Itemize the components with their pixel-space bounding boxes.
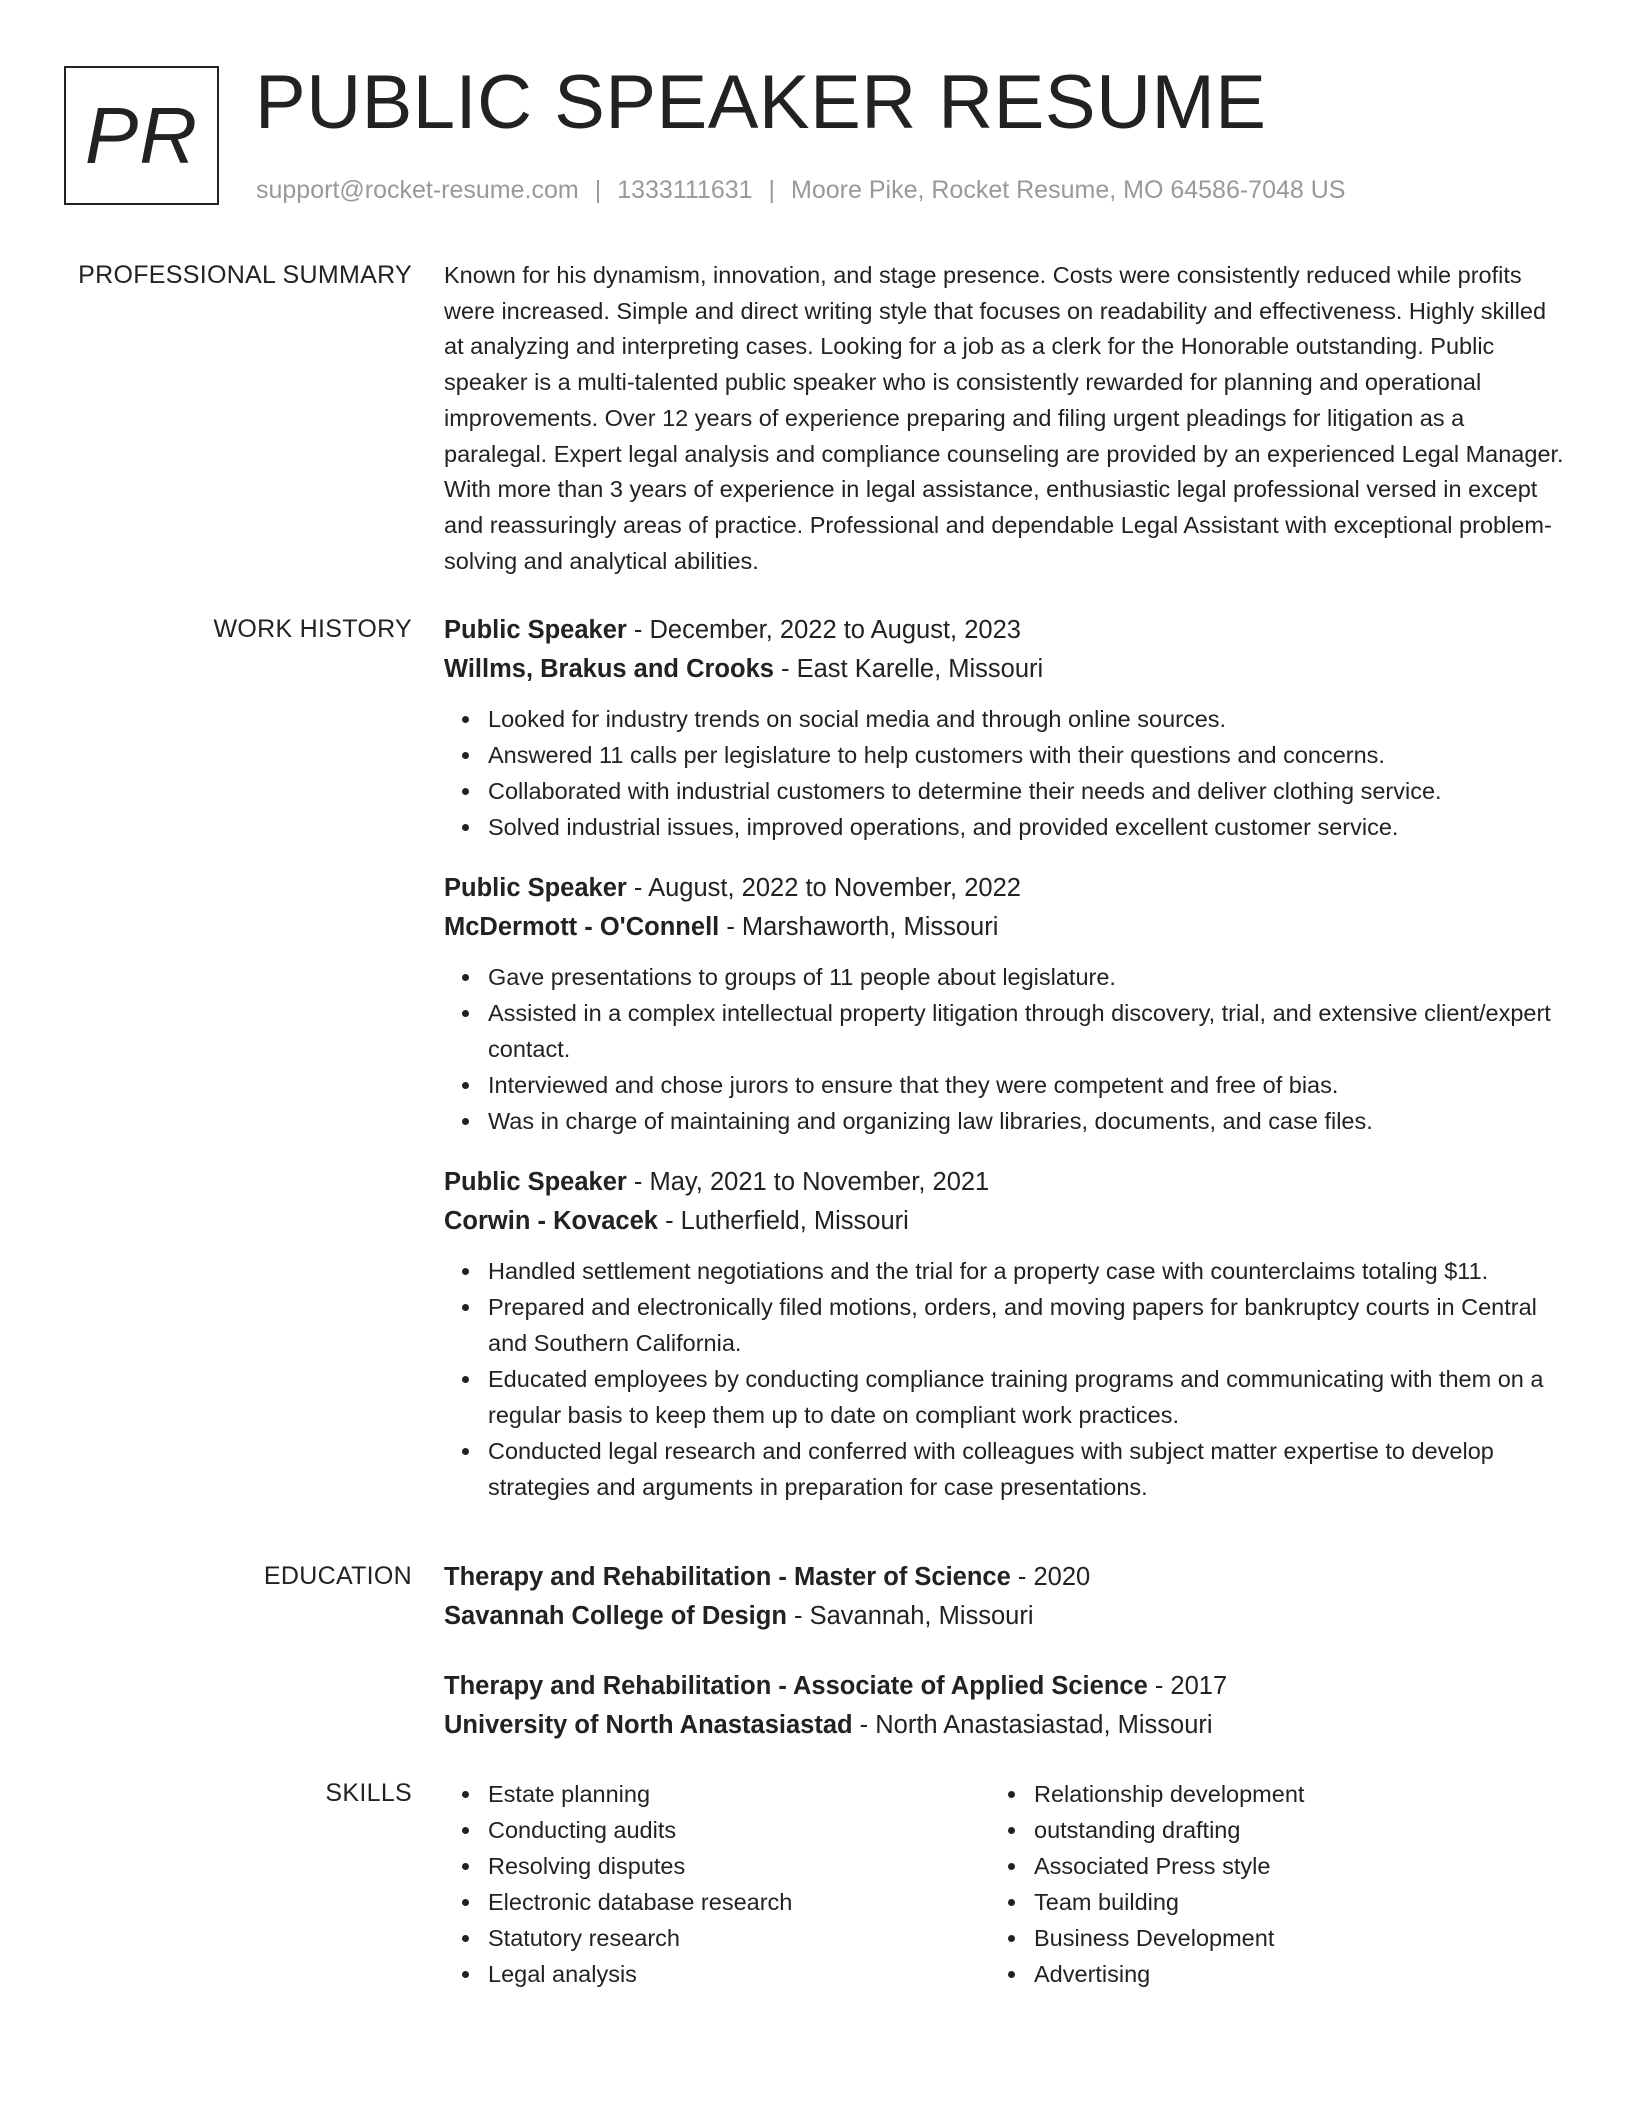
list-item: Handled settlement negotiations and the trial for a property case with counterclaims totaling $11. <box>488 1253 1564 1289</box>
skill-item: Business Development <box>1034 1920 1536 1956</box>
section-label-work-history: WORK HISTORY <box>213 615 412 643</box>
skills-column-right <box>990 1776 1536 1992</box>
job-title-line <box>444 1163 1564 1202</box>
list-item: Looked for industry trends on social media and through online sources. <box>488 701 1564 737</box>
list-item: Gave presentations to groups of 11 people about legislature. <box>488 959 1564 995</box>
skill-item: Conducting audits <box>488 1812 990 1848</box>
list-item: Assisted in a complex intellectual property litigation through discovery, trial, and extensive client/expert contact. <box>488 995 1564 1067</box>
skills-list <box>444 1776 990 1992</box>
skills-column-left <box>444 1776 990 1992</box>
job-dates: - May, 2021 to November, 2021 <box>626 1168 990 1196</box>
summary-text: Known for his dynamism, innovation, and stage presence. Costs were consistently reduced while profits were increased. Simple and direct writing style that focuses on readability and effectiveness. Highly skilled at analyzing and interpreting cases. Looking for a job as a clerk for the Honorable outstanding. Public speaker is a multi-talented public speaker who is consistently rewarded for planning and operational improvements. Over 12 years of experience preparing and filing urgent pleadings for litigation as a paralegal. Expert legal analysis and compliance counseling are provided by an experienced Legal Manager. With more than 3 years of experience in legal assistance, enthusiastic legal professional versed in except and reassuringly areas of practice. Professional and dependable Legal Assistant with exceptional problem-solving and analytical abilities. <box>444 262 1564 574</box>
work-history-body <box>444 611 1564 1529</box>
page-title: PUBLIC SPEAKER RESUME <box>255 60 1267 145</box>
skill-item: Resolving disputes <box>488 1848 990 1884</box>
job-company: Willms, Brakus and Crooks <box>444 655 774 683</box>
list-item: Conducted legal research and conferred with colleagues with subject matter expertise to develop strategies and arguments in preparation for case presentations. <box>488 1433 1564 1505</box>
education-year: - 2020 <box>1010 1563 1091 1591</box>
job-company: Corwin - Kovacek <box>444 1207 658 1235</box>
contact-phone[interactable]: 1333111631 <box>617 176 753 204</box>
list-item: Was in charge of maintaining and organizing law libraries, documents, and case files. <box>488 1103 1564 1139</box>
skill-item: Electronic database research <box>488 1884 990 1920</box>
education-school: University of North Anastasiastad <box>444 1711 853 1739</box>
education-degree-line <box>444 1667 1564 1706</box>
job-entry <box>444 1163 1564 1505</box>
job-company-line <box>444 650 1564 689</box>
summary-body <box>444 258 1564 579</box>
education-degree: Therapy and Rehabilitation - Associate of Applied Science <box>444 1672 1148 1700</box>
skill-item: Legal analysis <box>488 1956 990 1992</box>
skill-item: Team building <box>1034 1884 1536 1920</box>
skills-body <box>444 1776 1564 1992</box>
education-entry <box>444 1667 1564 1745</box>
job-location: - Lutherfield, Missouri <box>657 1207 909 1235</box>
section-label-skills: SKILLS <box>325 1779 412 1807</box>
job-entry <box>444 869 1564 1139</box>
list-item: Interviewed and chose jurors to ensure that they were competent and free of bias. <box>488 1067 1564 1103</box>
job-title: Public Speaker <box>444 874 627 902</box>
contact-separator: | <box>594 176 602 204</box>
contact-line <box>256 174 1345 206</box>
education-degree-line <box>444 1558 1564 1597</box>
skill-item: outstanding drafting <box>1034 1812 1536 1848</box>
education-year: - 2017 <box>1147 1672 1228 1700</box>
education-school: Savannah College of Design <box>444 1602 787 1630</box>
skill-item: Statutory research <box>488 1920 990 1956</box>
monogram-logo: PR <box>64 66 219 205</box>
skill-item: Associated Press style <box>1034 1848 1536 1884</box>
list-item: Answered 11 calls per legislature to help customers with their questions and concerns. <box>488 737 1564 773</box>
job-location: - East Karelle, Missouri <box>773 655 1044 683</box>
section-label-summary: PROFESSIONAL SUMMARY <box>78 261 412 289</box>
job-title: Public Speaker <box>444 616 627 644</box>
job-title: Public Speaker <box>444 1168 627 1196</box>
job-company-line <box>444 1202 1564 1241</box>
contact-email[interactable]: support@rocket-resume.com <box>256 176 579 204</box>
contact-separator: | <box>768 176 776 204</box>
skill-item: Advertising <box>1034 1956 1536 1992</box>
skill-item: Relationship development <box>1034 1776 1536 1812</box>
job-location: - Marshaworth, Missouri <box>719 913 999 941</box>
skills-list <box>990 1776 1536 1992</box>
education-school-line <box>444 1706 1564 1745</box>
job-title-line <box>444 611 1564 650</box>
job-bullets <box>444 959 1564 1139</box>
education-school-line <box>444 1597 1564 1636</box>
education-location: - Savannah, Missouri <box>786 1602 1034 1630</box>
education-body <box>444 1558 1564 1769</box>
list-item: Collaborated with industrial customers to determine their needs and deliver clothing service. <box>488 773 1564 809</box>
list-item: Solved industrial issues, improved operations, and provided excellent customer service. <box>488 809 1564 845</box>
job-bullets <box>444 1253 1564 1505</box>
skill-item: Estate planning <box>488 1776 990 1812</box>
education-entry <box>444 1558 1564 1636</box>
section-label-education: EDUCATION <box>263 1562 412 1590</box>
job-dates: - August, 2022 to November, 2022 <box>626 874 1021 902</box>
education-location: - North Anastasiastad, Missouri <box>852 1711 1213 1739</box>
job-company: McDermott - O'Connell <box>444 913 720 941</box>
list-item: Educated employees by conducting compliance training programs and communicating with them on a regular basis to keep them up to date on compliant work practices. <box>488 1361 1564 1433</box>
contact-address: Moore Pike, Rocket Resume, MO 64586-7048 US <box>791 176 1346 204</box>
list-item: Prepared and electronically filed motions, orders, and moving papers for bankruptcy courts in Central and Southern California. <box>488 1289 1564 1361</box>
education-degree: Therapy and Rehabilitation - Master of Science <box>444 1563 1011 1591</box>
job-title-line <box>444 869 1564 908</box>
skills-columns <box>444 1776 1564 1992</box>
job-bullets <box>444 701 1564 845</box>
job-company-line <box>444 908 1564 947</box>
job-entry <box>444 611 1564 845</box>
job-dates: - December, 2022 to August, 2023 <box>626 616 1021 644</box>
